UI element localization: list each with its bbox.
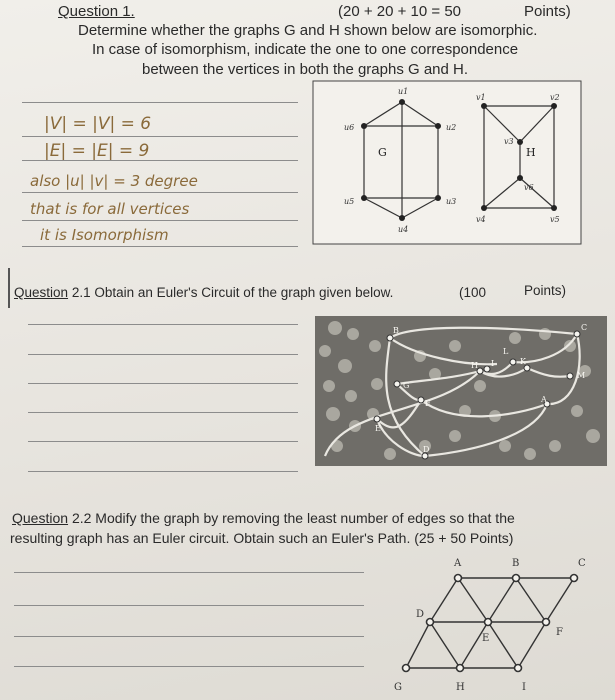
label-E: E [482,633,490,644]
label-B: B [512,558,520,569]
q21-label: Question [14,285,69,300]
vertex-u1 [399,99,405,105]
handwritten-answer-4: that is for all vertices [30,200,190,218]
label-E: E [375,424,381,433]
label-v1: v1 [476,93,486,102]
q1-instruction-line1: Determine whether the graphs G and H shown below are isomorphic. [78,22,538,39]
vertex-F [418,397,424,403]
answer-line [28,354,298,355]
vertex-v5 [551,205,557,211]
margin-mark [8,268,10,308]
label-I: I [491,359,495,368]
label-v4: v4 [476,215,486,224]
q22-text1: Modify the graph by removing the least number of edges so that the [95,510,515,526]
label-u1: u1 [398,87,409,96]
label-H: H [471,361,478,370]
vertex-L [510,359,516,365]
label-u3: u3 [446,197,457,206]
q21-points-word: Points) [524,283,567,298]
answer-line [22,246,298,247]
q22-heading-line2 [10,530,513,546]
answer-line [22,136,298,137]
answer-line [28,324,298,325]
vertex-I [484,366,490,372]
label-I: I [522,682,526,693]
label-v6: v6 [524,183,534,192]
q21-text: Obtain an Euler's Circuit of the graph given below. [94,285,394,300]
label-u6: u6 [344,123,355,132]
vertex-G [394,381,400,387]
vertex-I [515,665,522,672]
label-v2: v2 [550,93,560,102]
answer-line [28,471,298,472]
label-D: D [416,609,425,620]
vertex-v2 [551,103,557,109]
q21-points: (100 [459,285,487,300]
handwritten-answer-3: also |u| |v| = 3 degree [30,172,198,190]
q22-graph-figure [378,555,608,700]
vertex-C [571,575,578,582]
vertex-v4 [481,205,487,211]
vertex-A [455,575,462,582]
handwritten-answer-1: |V| = |V| = 6 [44,114,152,134]
label-F: F [425,399,431,408]
answer-line [22,192,298,193]
vertex-M [567,373,573,379]
vertex-u5 [361,195,367,201]
answer-line [14,605,364,606]
q22-label: Question [12,510,69,526]
answer-line [28,441,298,442]
label-C: C [581,323,588,332]
vertex-u6 [361,123,367,129]
label-G: G [403,381,410,390]
graph-g-name: G [378,146,387,159]
vertex-E [374,416,380,422]
label-u4: u4 [398,225,409,234]
label-u5: u5 [344,197,355,206]
q1-points-word: Points) [524,3,571,20]
vertex-v3 [517,139,523,145]
answer-line [28,383,298,384]
vertex-v6 [517,175,523,181]
label-B: B [393,326,399,335]
answer-line [22,102,298,103]
q21-number: 2.1 [71,285,91,300]
label-A: A [454,558,462,569]
label-L: L [503,347,509,356]
vertex-B [513,575,520,582]
answer-line [22,220,298,221]
label-G: G [394,682,402,693]
q1-label: Question 1. [58,3,135,20]
label-A: A [541,395,547,404]
vertex-u3 [435,195,441,201]
vertex-F [543,619,550,626]
label-K: K [520,357,526,366]
q22-points: (25 + 50 Points) [414,530,514,546]
answer-line [14,666,364,667]
label-u2: u2 [446,123,457,132]
vertex-C [574,331,580,337]
answer-line [14,572,364,573]
answer-line [14,636,364,637]
vertex-G [403,665,410,672]
q21-heading [14,285,393,300]
label-F: F [556,627,563,638]
vertex-H [457,665,464,672]
label-v5: v5 [550,215,560,224]
q1-graphs-figure [312,80,582,245]
q21-graph-figure [315,316,607,466]
q1-instruction-line2: In case of isomorphism, indicate the one to one correspondence [92,41,519,58]
vertex-E [485,619,492,626]
label-M: M [577,371,586,380]
vertex-v1 [481,103,487,109]
q22-text2: resulting graph has an Euler circuit. Obtain such an Euler's Path. [10,530,411,546]
handwritten-answer-5: it is Isomorphism [40,226,169,244]
q22-heading [12,510,515,526]
figure-background [315,316,607,466]
vertex-B [387,335,393,341]
label-D: D [423,445,430,454]
graph-vertices [403,575,578,672]
vertex-D [427,619,434,626]
q1-points: (20 + 20 + 10 = 50 [338,3,462,20]
label-v3: v3 [504,137,514,146]
label-C: C [578,558,586,569]
handwritten-answer-2: |E| = |E| = 9 [44,141,150,161]
label-H: H [456,682,465,693]
vertex-u4 [399,215,405,221]
q22-number: 2.2 [71,510,92,526]
graph-h-name: H [526,146,536,159]
answer-line [28,412,298,413]
vertex-u2 [435,123,441,129]
q1-instruction-line3: between the vertices in both the graphs G and H. [142,61,469,78]
